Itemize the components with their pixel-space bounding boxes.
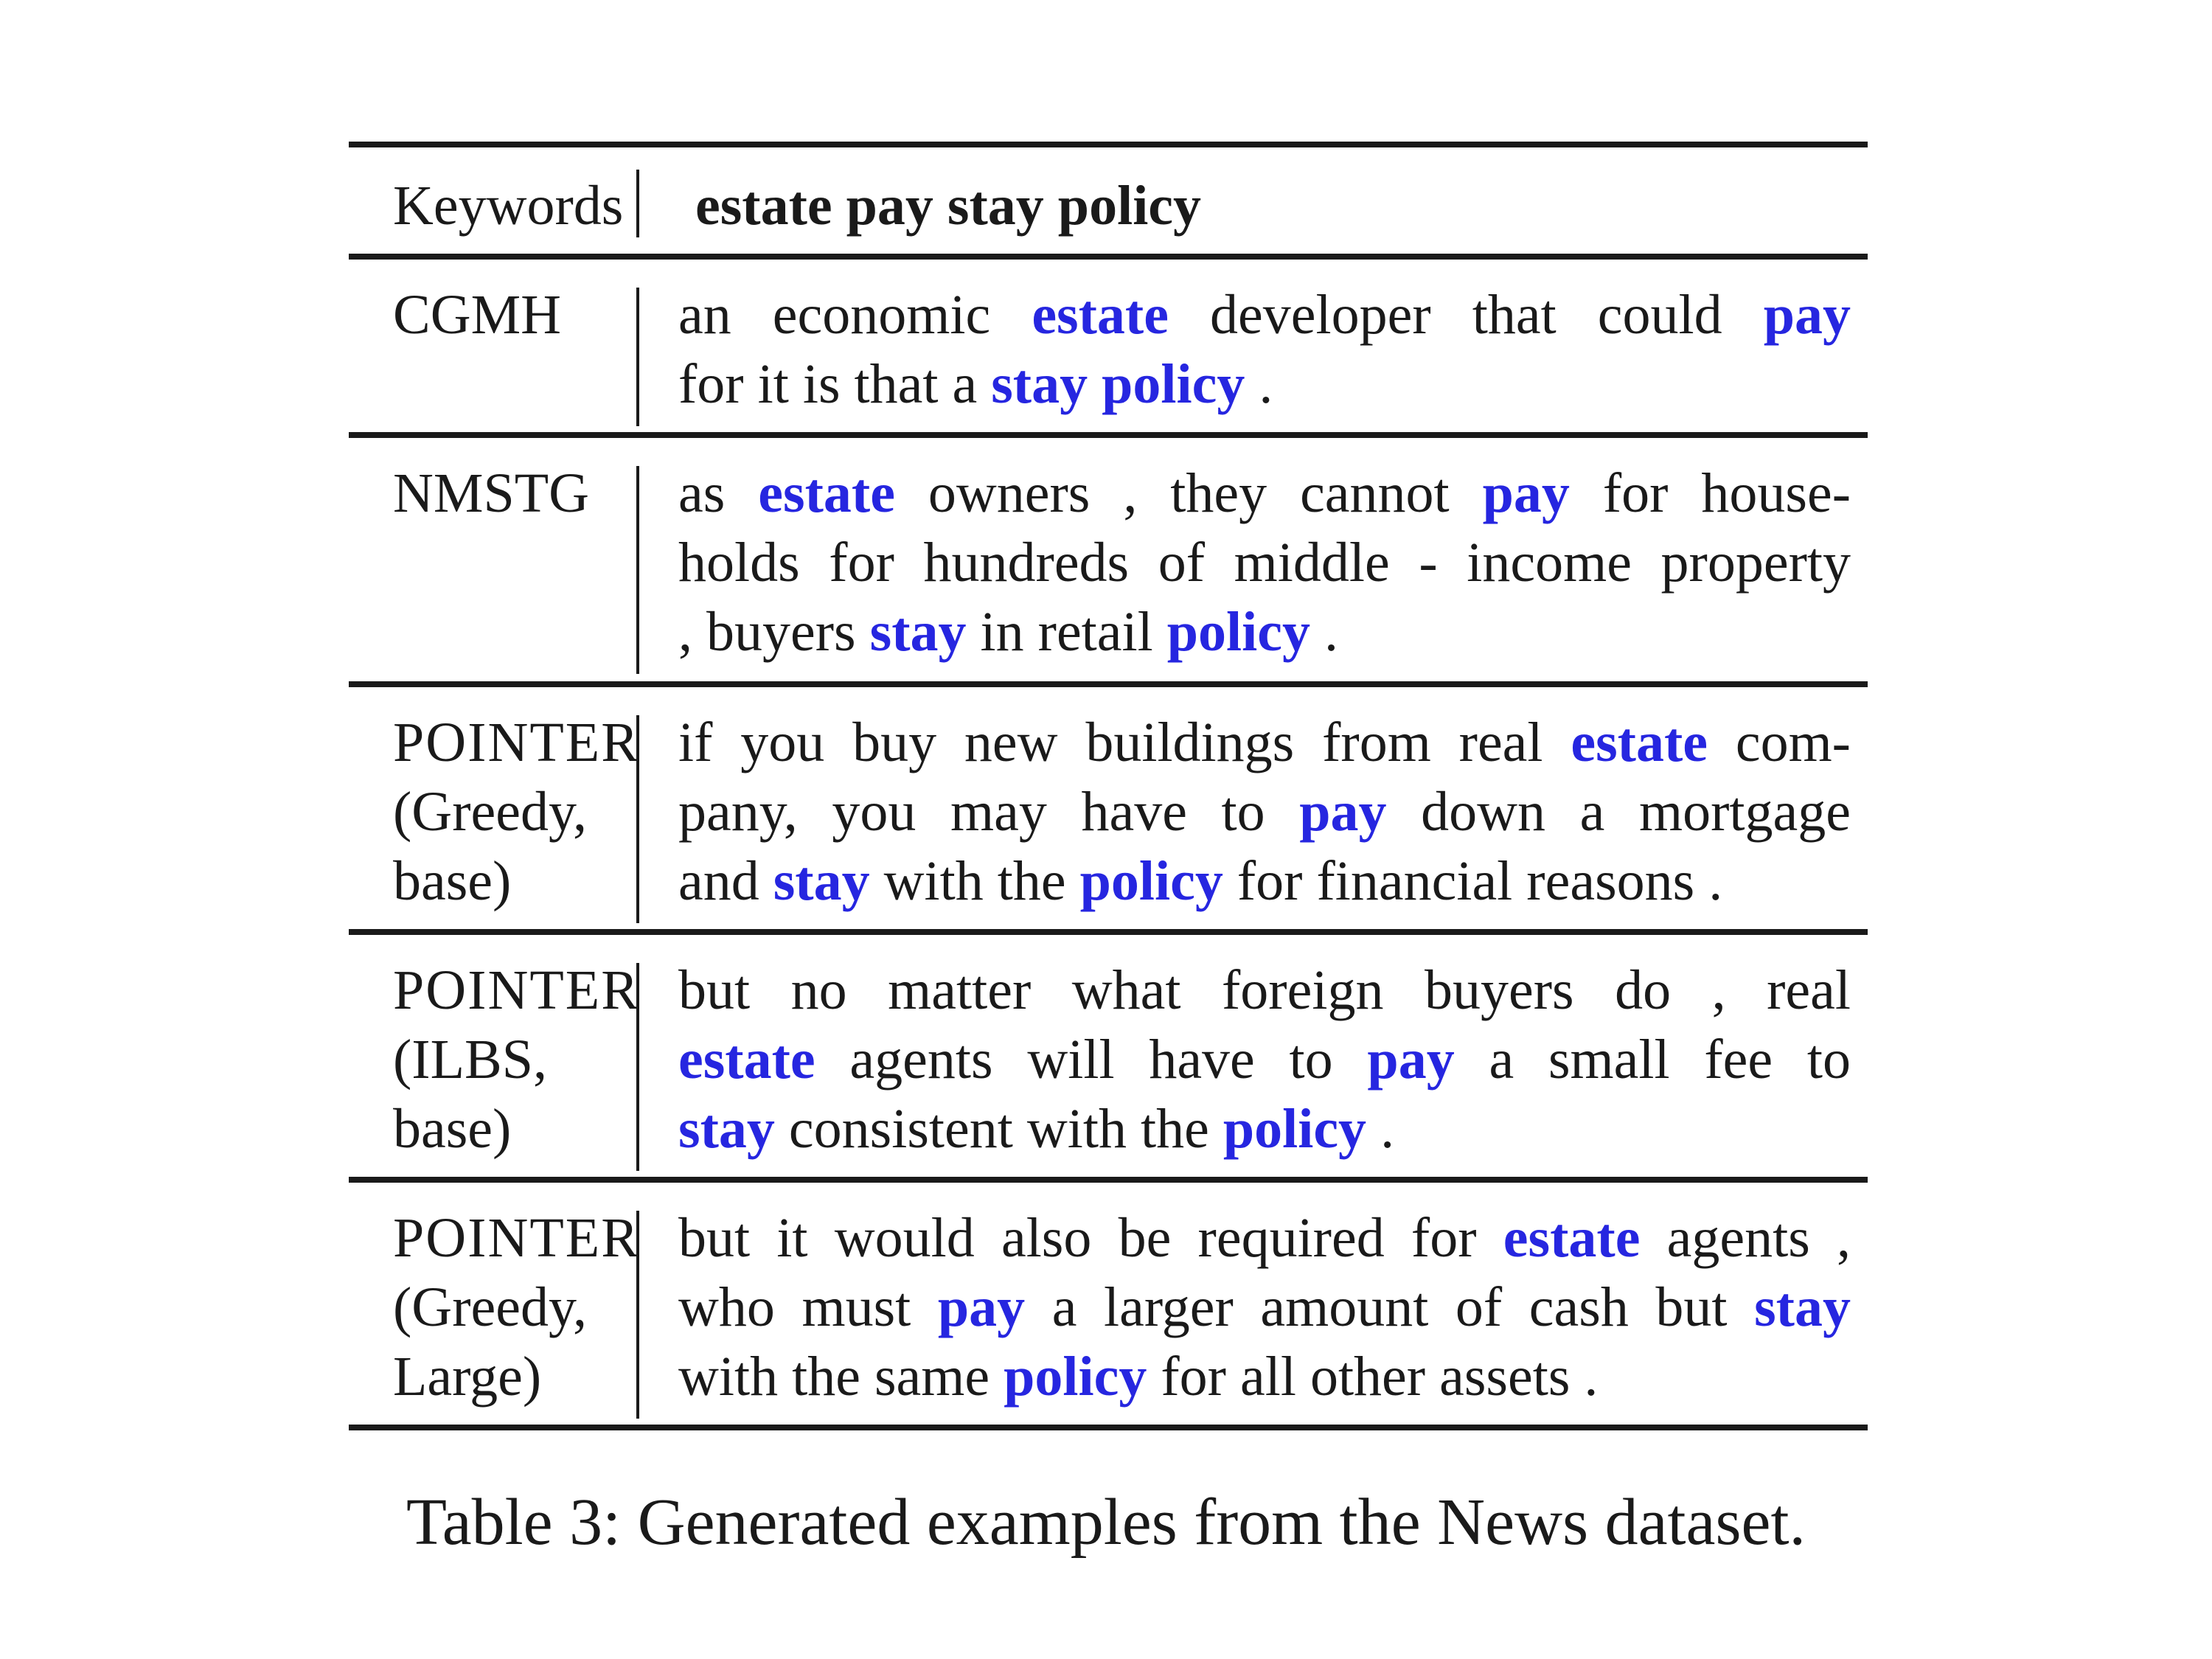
keyword-highlight: pay [1299, 781, 1387, 843]
keyword-highlight: stay [869, 601, 967, 663]
header-label: Keywords [393, 175, 624, 237]
sentence-text: . [1310, 601, 1338, 663]
generated-sentence-cell [678, 708, 1851, 916]
model-name-cell [393, 956, 640, 1164]
model-name-line: CGMH [393, 284, 562, 346]
model-name-line: base) [393, 1098, 512, 1160]
keyword-highlight: pay [937, 1276, 1026, 1338]
sentence-line [678, 777, 1851, 846]
sentence-text: , buyers [678, 601, 870, 663]
generated-sentence-cell [678, 459, 1851, 667]
model-name-line: NMSTG [393, 462, 590, 524]
keyword-highlight: stay policy [991, 353, 1245, 415]
sentence-text: for all other assets . [1147, 1346, 1599, 1408]
keyword-highlight: policy [1079, 850, 1223, 912]
sentence-text: agents will have to [815, 1029, 1368, 1091]
table-bottom-rule [349, 1425, 1868, 1430]
sentence-text: . [1245, 353, 1273, 415]
sentence-line [678, 597, 1851, 667]
sentence-text: for financial reasons . [1222, 850, 1723, 912]
sentence-text: in retail [966, 601, 1167, 663]
model-name-line: (Greedy, [393, 781, 588, 843]
sentence-line [678, 1094, 1851, 1164]
keyword-highlight: policy [1004, 1346, 1147, 1408]
sentence-text: consistent with the [774, 1098, 1223, 1160]
model-name-line: POINTER [393, 959, 640, 1021]
model-name-line: POINTER [393, 712, 640, 773]
sentence-line [678, 1273, 1851, 1342]
table-caption: Table 3: Generated examples from the News dataset. [406, 1486, 1806, 1559]
keyword-highlight: pay [1367, 1029, 1455, 1091]
keyword-highlight: pay [1482, 462, 1570, 524]
sentence-line [678, 459, 1851, 528]
keyword-highlight: estate [1032, 284, 1169, 346]
sentence-line [678, 349, 1851, 419]
model-name-cell [393, 708, 640, 916]
sentence-text: but no matter what foreign buyers do , real [678, 959, 1851, 1021]
sentence-text: com- [1708, 712, 1851, 773]
sentence-text: for house- [1569, 462, 1851, 524]
sentence-text: a small fee to [1454, 1029, 1851, 1091]
row-separator-rule [349, 432, 1868, 438]
header-keywords: estate pay stay policy [695, 175, 1202, 237]
model-name-line: Large) [393, 1346, 542, 1408]
sentence-line [678, 1342, 1851, 1411]
sentence-text: if you buy new buildings from real [678, 712, 1571, 773]
sentence-line [678, 1203, 1851, 1273]
sentence-text: who must [678, 1276, 938, 1338]
keyword-highlight: estate [1503, 1207, 1641, 1269]
column-divider [636, 466, 639, 674]
generated-sentence-cell [678, 280, 1851, 419]
column-divider [636, 288, 639, 426]
sentence-text: an economic [678, 284, 1032, 346]
sentence-text: owners , they cannot [894, 462, 1483, 524]
row-separator-rule [349, 254, 1868, 260]
model-name-cell [393, 459, 589, 528]
sentence-text: and [678, 850, 773, 912]
sentence-line [678, 846, 1851, 916]
row-separator-rule [349, 929, 1868, 935]
sentence-text: pany, you may have to [678, 781, 1300, 843]
model-name-cell [393, 280, 561, 349]
row-separator-rule [349, 681, 1868, 687]
sentence-text: a larger amount of cash but [1025, 1276, 1755, 1338]
sentence-text: holds for hundreds of middle - income property [678, 532, 1851, 594]
sentence-line [678, 956, 1851, 1025]
keyword-highlight: policy [1166, 601, 1310, 663]
sentence-text: as [678, 462, 759, 524]
generated-sentence-cell [678, 956, 1851, 1164]
sentence-text: developer that could [1168, 284, 1764, 346]
sentence-text: agents , [1640, 1207, 1851, 1269]
model-name-line: base) [393, 850, 512, 912]
model-name-line: POINTER [393, 1207, 640, 1269]
sentence-text: for it is that a [678, 353, 992, 415]
keyword-highlight: estate [758, 462, 895, 524]
keyword-highlight: estate [1571, 712, 1708, 773]
sentence-text: . [1366, 1098, 1395, 1160]
column-divider [636, 170, 639, 237]
sentence-line [678, 1025, 1851, 1094]
model-name-cell [393, 1203, 640, 1411]
keyword-highlight: pay [1763, 284, 1851, 346]
keyword-highlight: policy [1222, 1098, 1367, 1160]
generated-sentence-cell [678, 1203, 1851, 1411]
keyword-highlight: stay [1754, 1276, 1851, 1338]
sentence-line [678, 708, 1851, 777]
sentence-text: down a mortgage [1386, 781, 1851, 843]
model-name-line: (Greedy, [393, 1276, 588, 1338]
keyword-highlight: stay [678, 1098, 775, 1160]
keyword-highlight: estate [678, 1029, 815, 1091]
sentence-line [678, 528, 1851, 597]
sentence-line [678, 280, 1851, 349]
sentence-text: with the same [678, 1346, 1004, 1408]
model-name-line: (ILBS, [393, 1029, 547, 1091]
sentence-text: but it would also be required for [678, 1207, 1503, 1269]
row-separator-rule [349, 1177, 1868, 1183]
table-top-rule [349, 142, 1868, 147]
sentence-text: with the [869, 850, 1080, 912]
keyword-highlight: stay [773, 850, 870, 912]
